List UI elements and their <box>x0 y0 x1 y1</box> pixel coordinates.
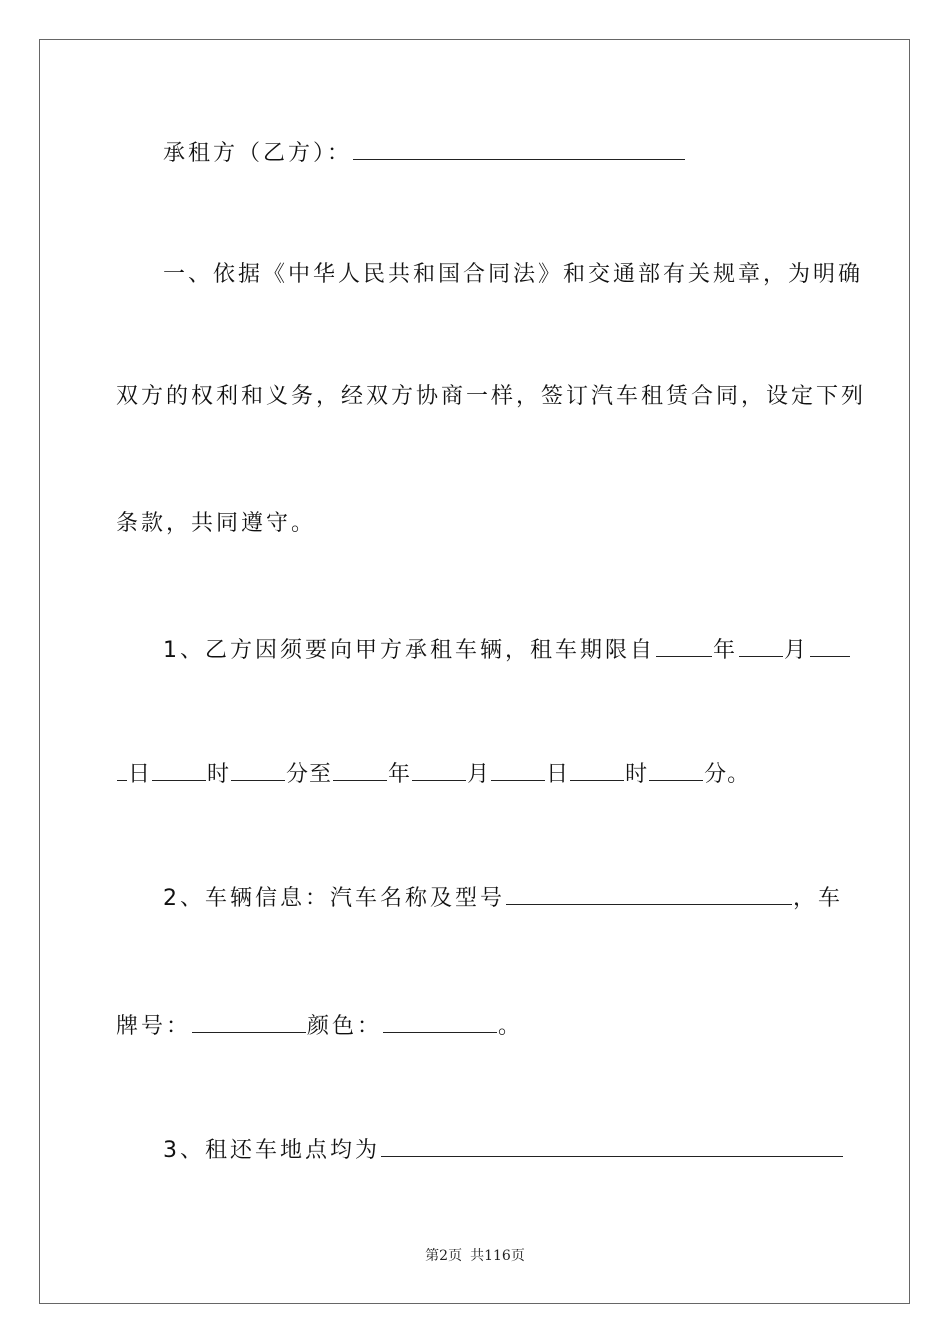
start-hour-blank[interactable] <box>152 758 206 781</box>
end-hour-blank[interactable] <box>570 758 624 781</box>
page-number: 第2页 <box>425 1248 463 1264</box>
unit-minute-to: 分至 <box>286 762 333 787</box>
unit-hour: 时 <box>207 762 231 787</box>
end-minute-blank[interactable] <box>649 758 703 781</box>
unit-month: 月 <box>784 638 810 663</box>
location-label: 3、租还车地点均为 <box>163 1138 380 1163</box>
start-day-blank-a[interactable] <box>810 634 850 657</box>
unit-month-end: 月 <box>467 762 491 787</box>
rental-period-line-2 <box>116 758 836 790</box>
clause-intro-line-1: 一、依据《中华人民共和国合同法》和交通部有关规章，为明确 <box>163 262 864 287</box>
page-frame <box>39 39 910 1304</box>
page-footer <box>0 1245 950 1265</box>
vehicle-info-line-1 <box>163 882 883 914</box>
clause-intro-line-3: 条款，共同遵守。 <box>116 511 317 536</box>
start-month-blank[interactable] <box>739 634 783 657</box>
unit-year-end: 年 <box>388 762 412 787</box>
clause-intro-line-2: 双方的权利和义务，经双方协商一样，签订汽车租赁合同，设定下列 <box>116 384 867 409</box>
lessee-line <box>163 137 883 169</box>
start-minute-blank[interactable] <box>231 758 285 781</box>
rental-period-label: 1、乙方因须要向甲方承租车辆，租车期限自 <box>163 638 655 663</box>
color-blank[interactable] <box>383 1010 497 1033</box>
unit-day: 日 <box>128 762 152 787</box>
vehicle-info-line-2 <box>116 1010 836 1042</box>
rental-period-line-1 <box>163 634 883 666</box>
start-day-blank-b[interactable] <box>117 758 127 781</box>
plate-blank[interactable] <box>192 1010 306 1033</box>
lessee-blank[interactable] <box>353 137 685 160</box>
location-blank[interactable] <box>381 1134 843 1157</box>
location-line <box>163 1134 883 1166</box>
total-pages: 共116页 <box>470 1248 525 1264</box>
start-year-blank[interactable] <box>656 634 712 657</box>
unit-day-end: 日 <box>546 762 570 787</box>
vehicle-model-blank[interactable] <box>506 882 792 905</box>
plate-label: 牌号： <box>116 1014 192 1039</box>
vehicle-info-end: 。 <box>498 1014 524 1039</box>
vehicle-info-tail: ，车 <box>793 886 844 911</box>
unit-minute-end: 分。 <box>704 762 751 787</box>
unit-hour-end: 时 <box>625 762 649 787</box>
vehicle-model-label: 2、车辆信息：汽车名称及型号 <box>163 886 505 911</box>
unit-year: 年 <box>713 638 739 663</box>
end-year-blank[interactable] <box>333 758 387 781</box>
lessee-label: 承租方（乙方）： <box>163 141 353 166</box>
color-label: 颜色： <box>307 1014 383 1039</box>
end-month-blank[interactable] <box>412 758 466 781</box>
end-day-blank[interactable] <box>491 758 545 781</box>
